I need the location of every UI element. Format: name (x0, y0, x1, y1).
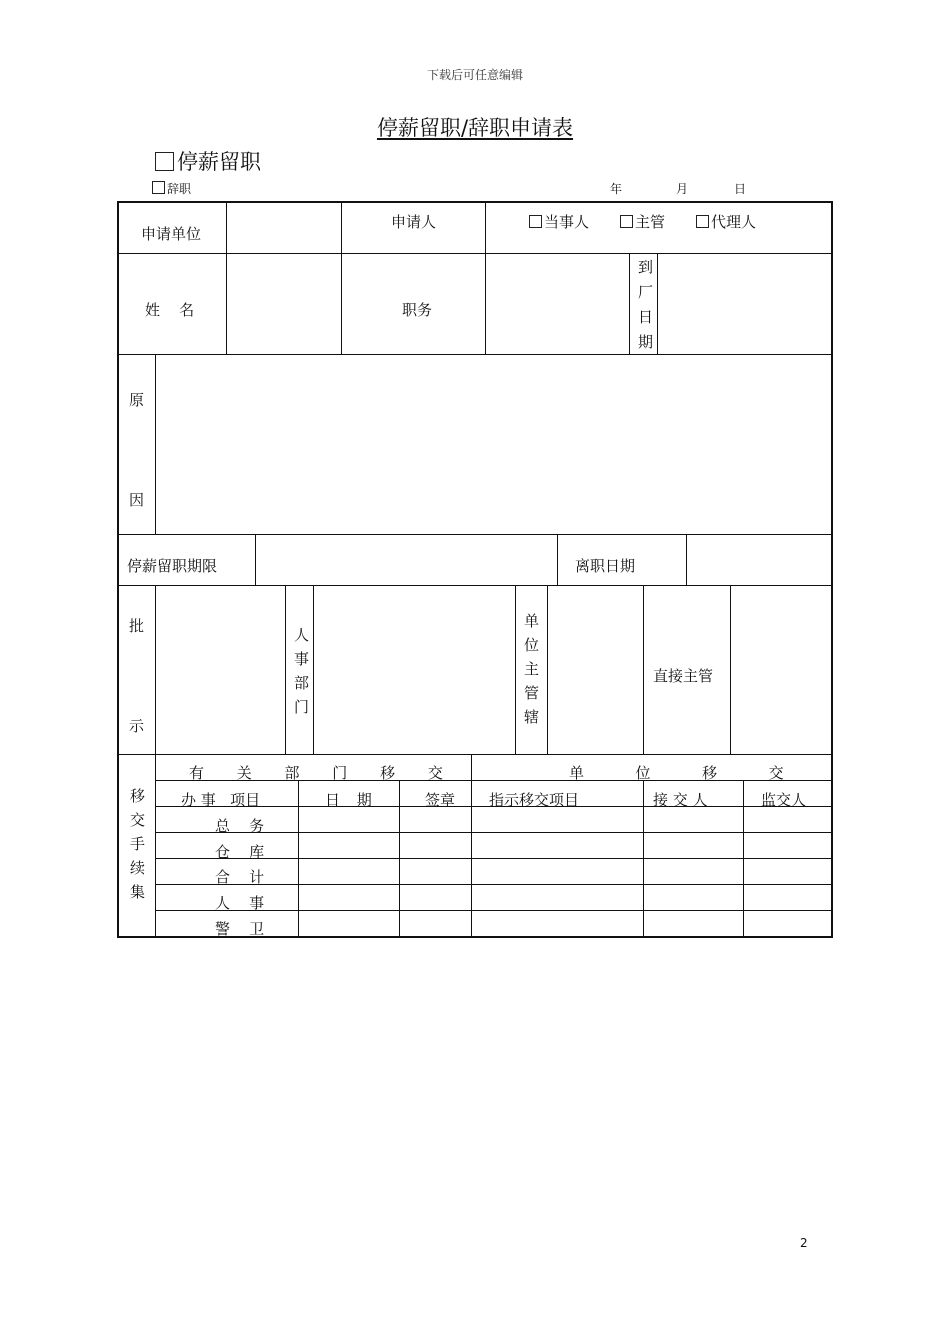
option-agent-label: 代理人 (711, 213, 757, 231)
reason-char-1: 原 (129, 391, 145, 409)
col-divider (730, 585, 731, 754)
date-day: 日 (734, 182, 747, 196)
col-divider (298, 780, 299, 936)
option-stop-pay-label: 停薪留职 (177, 150, 261, 174)
handover-item-personnel: 人 事 (215, 894, 265, 912)
col-divider (155, 585, 156, 936)
col-header-date: 日 期 (325, 791, 378, 809)
application-form (117, 201, 833, 938)
col-header-signature: 签章 (425, 791, 456, 809)
col-header-supervisor: 监交人 (761, 791, 807, 809)
col-divider (547, 585, 548, 754)
handover-item-warehouse: 仓 库 (215, 843, 265, 861)
col-header-transfer-items: 指示移交项目 (489, 791, 580, 809)
approval-char-1: 批 (129, 617, 145, 635)
stop-pay-period-label: 停薪留职期限 (127, 557, 218, 575)
approval-char-2: 示 (129, 717, 145, 735)
col-divider (471, 754, 472, 936)
unit-handover-header: 单 位 移 交 (569, 764, 798, 782)
option-supervisor-label: 主管 (635, 213, 666, 231)
option-stop-pay[interactable] (155, 146, 261, 176)
col-divider (399, 780, 400, 936)
dept-handover-header: 有 关 部 门 移 交 (189, 764, 457, 782)
option-resign-label: 辞职 (167, 182, 192, 196)
col-divider (341, 203, 342, 354)
col-divider (657, 254, 658, 354)
col-divider (226, 203, 227, 354)
col-divider (686, 534, 687, 585)
option-resign[interactable] (152, 180, 191, 197)
col-divider (743, 780, 744, 936)
name-label: 姓 名 (145, 301, 195, 319)
form-title (0, 112, 950, 142)
col-header-item: 办 事 项目 (181, 791, 261, 809)
option-party[interactable] (529, 211, 589, 232)
date-month: 月 (676, 182, 689, 196)
col-divider (255, 534, 256, 585)
apply-unit-label: 申请单位 (141, 225, 202, 243)
date-year: 年 (610, 182, 623, 196)
col-divider (485, 203, 486, 354)
handover-item-general: 总 务 (215, 817, 265, 835)
row-divider (119, 754, 831, 755)
checkbox-icon[interactable] (696, 215, 709, 228)
hr-dept-label: 人事部门 (292, 627, 310, 723)
col-divider (515, 585, 516, 754)
checkbox-icon[interactable] (152, 181, 165, 194)
checkbox-icon[interactable] (620, 215, 633, 228)
form-title-text: 停薪留职/辞职申请表 (376, 116, 574, 140)
leave-date-label: 离职日期 (575, 557, 636, 575)
arrival-date-label: 到厂日期 (636, 259, 654, 359)
col-divider (643, 585, 644, 754)
reason-char-2: 因 (129, 491, 145, 509)
row-divider (119, 534, 831, 535)
page-number: 2 (800, 1236, 808, 1250)
col-divider (629, 254, 630, 354)
handover-side-label: 移交手续集 (128, 788, 146, 908)
unit-head-label: 单位主管辖 (522, 613, 540, 733)
applicant-label: 申请人 (391, 213, 437, 231)
option-agent[interactable] (696, 211, 756, 232)
checkbox-icon[interactable] (155, 152, 174, 171)
handover-item-security: 警 卫 (215, 920, 265, 938)
col-divider (557, 534, 558, 585)
col-divider (155, 354, 156, 534)
col-header-receiver: 接 交 人 (653, 791, 708, 809)
option-party-label: 当事人 (544, 213, 590, 231)
col-divider (313, 585, 314, 754)
header-note: 下载后可任意编辑 (426, 68, 523, 82)
option-supervisor[interactable] (620, 211, 665, 232)
col-divider (643, 780, 644, 936)
position-label: 职务 (402, 301, 433, 319)
col-divider (285, 585, 286, 754)
handover-item-accounting: 合 计 (215, 868, 265, 886)
row-divider (119, 354, 831, 355)
direct-supervisor-label: 直接主管 (653, 667, 714, 685)
row-divider (119, 585, 831, 586)
checkbox-icon[interactable] (529, 215, 542, 228)
